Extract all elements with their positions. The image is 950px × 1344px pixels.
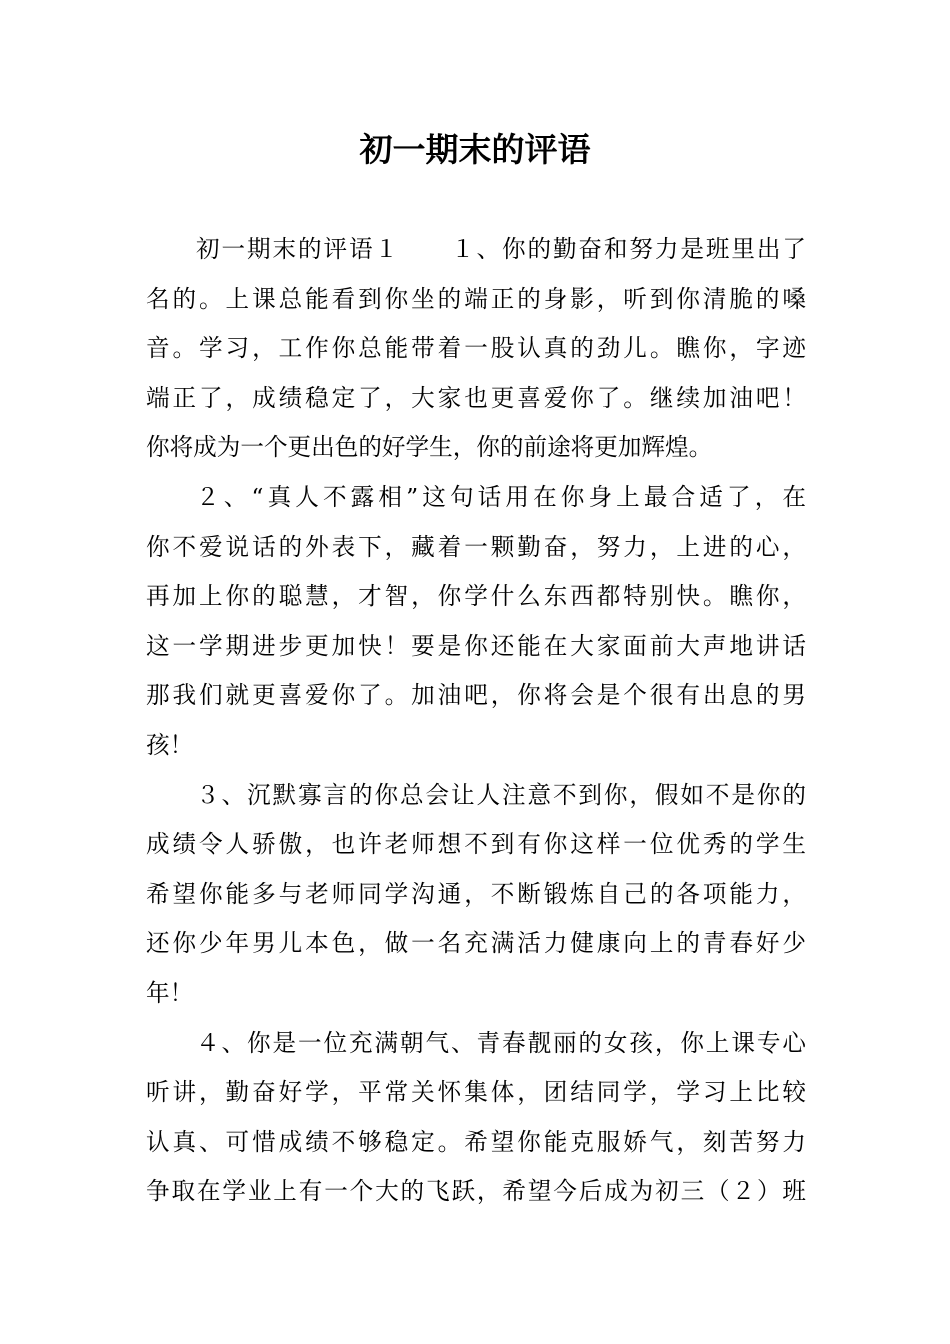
text-line: 认真、可惜成绩不够稳定。希望你能克服娇气，刻苦努力	[146, 1127, 806, 1156]
document-body	[146, 225, 806, 1217]
text-line: 你将成为一个更出色的好学生，你的前途将更加辉煌。	[146, 433, 713, 462]
text-line: 你不爱说话的外表下，藏着一颗勤奋，努力，上进的心，	[146, 532, 806, 561]
text-line: ４、你是一位充满朝气、青春靓丽的女孩，你上课专心	[196, 1028, 806, 1057]
text-line: 争取在学业上有一个大的飞跃，希望今后成为初三（２）班	[146, 1177, 806, 1206]
text-line: 听讲，勤奋好学，平常关怀集体，团结同学，学习上比较	[146, 1078, 806, 1107]
text-line: 初一期末的评语１ １、你的勤奋和努力是班里出了	[196, 235, 806, 263]
document-title: 初一期末的评语	[359, 130, 591, 169]
text-line: 成绩令人骄傲，也许老师想不到有你这样一位优秀的学生	[146, 830, 806, 859]
text-line: 年！	[146, 978, 194, 1007]
text-line: 端正了，成绩稳定了，大家也更喜爱你了。继续加油吧！	[146, 383, 806, 412]
text-line: 孩！	[146, 730, 194, 759]
text-line: 再加上你的聪慧，才智，你学什么东西都特别快。瞧你，	[146, 582, 806, 611]
text-line: 那我们就更喜爱你了。加油吧，你将会是个很有出息的男	[146, 681, 806, 710]
text-line: 希望你能多与老师同学沟通，不断锻炼自己的各项能力，	[146, 879, 806, 908]
text-line: 这一学期进步更加快！要是你还能在大家面前大声地讲话	[146, 631, 806, 660]
text-line: 名的。上课总能看到你坐的端正的身影，听到你清脆的嗓	[146, 284, 806, 313]
text-line: ２、“真人不露相”这句话用在你身上最合适了，在	[196, 482, 806, 511]
text-line: ３、沉默寡言的你总会让人注意不到你，假如不是你的	[196, 780, 806, 809]
text-line: 音。学习，工作你总能带着一股认真的劲儿。瞧你，字迹	[146, 334, 806, 363]
text-line: 还你少年男儿本色，做一名充满活力健康向上的青春好少	[146, 929, 806, 958]
